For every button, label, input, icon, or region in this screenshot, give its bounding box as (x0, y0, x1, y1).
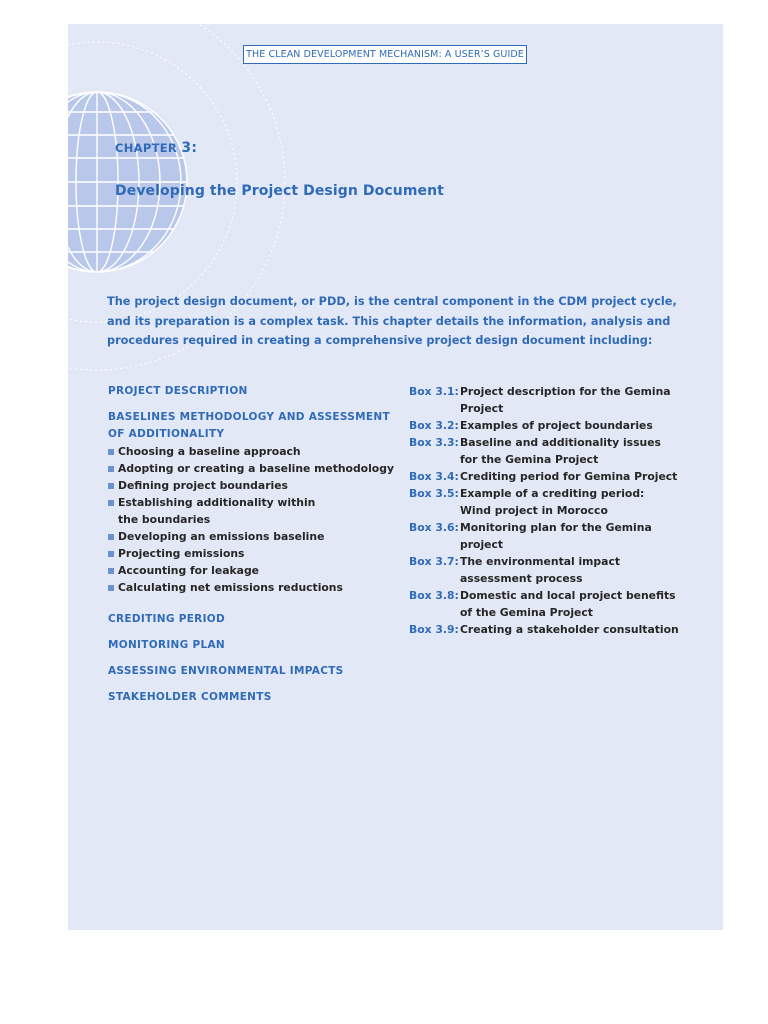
box-entry: Box 3.9: Creating a stakeholder consultation (409, 623, 679, 636)
list-item: Establishing additionality within the boundaries (108, 494, 398, 528)
box-entry: Box 3.6: Monitoring plan for the Gemina project (409, 521, 652, 551)
section-baselines (108, 409, 398, 443)
chapter-title: Developing the Project Design Document (115, 183, 444, 199)
bullet-square-icon (108, 500, 114, 506)
section-project-description: PROJECT DESCRIPTION (108, 385, 248, 397)
list-item: Projecting emissions (108, 545, 398, 562)
box-entry: Box 3.7: The environmental impact assessment process (409, 555, 621, 585)
box-entry: Box 3.3: Baseline and additionality issues for the Gemina Project (409, 436, 661, 466)
list-item: Calculating net emissions reductions (108, 579, 398, 596)
boxes-list (409, 383, 709, 638)
bullet-square-icon (108, 449, 114, 455)
chapter-label (115, 140, 197, 156)
box-entry: Box 3.5: Example of a crediting period: Wind project in Morocco (409, 487, 645, 517)
baseline-topics-list (108, 443, 398, 596)
section-baselines-line2: OF ADDITIONALITY (108, 428, 225, 440)
list-item-continuation: the boundaries (118, 513, 211, 526)
list-item: Defining project boundaries (108, 477, 398, 494)
list-item: Choosing a baseline approach (108, 443, 398, 460)
intro-paragraph: The project design document, or PDD, is the central component in the CDM project cycle, and its preparation is a complex task. This chapter details the information, analysis and procedures required in creating a comprehensive project design document including: (107, 295, 677, 347)
box-entry: Box 3.4: Crediting period for Gemina Project (409, 470, 678, 483)
chapter-prefix: CHAPTER (115, 141, 182, 155)
list-item: Developing an emissions baseline (108, 528, 398, 545)
contents-list (108, 383, 398, 706)
section-environmental-impacts: ASSESSING ENVIRONMENTAL IMPACTS (108, 665, 344, 677)
section-baselines-line1: BASELINES METHODOLOGY AND ASSESSMENT (108, 411, 390, 423)
bullet-square-icon (108, 466, 114, 472)
bullet-square-icon (108, 568, 114, 574)
box-entry: Box 3.2: Examples of project boundaries (409, 419, 653, 432)
bullet-square-icon (108, 585, 114, 591)
list-item: Adopting or creating a baseline methodology (108, 460, 398, 477)
bullet-square-icon (108, 534, 114, 540)
bullet-square-icon (108, 483, 114, 489)
list-item: Accounting for leakage (108, 562, 398, 579)
section-crediting-period: CREDITING PERIOD (108, 613, 226, 625)
box-entry: Box 3.8: Domestic and local project benefits of the Gemina Project (409, 589, 676, 619)
section-stakeholder-comments: STAKEHOLDER COMMENTS (108, 691, 272, 703)
chapter-number: 3: (181, 140, 198, 156)
box-entry: Box 3.1: Project description for the Gemina Project (409, 385, 671, 415)
running-header: THE CLEAN DEVELOPMENT MECHANISM: A USER’S GUIDE (243, 45, 527, 64)
bullet-square-icon (108, 551, 114, 557)
section-monitoring-plan: MONITORING PLAN (108, 639, 226, 651)
